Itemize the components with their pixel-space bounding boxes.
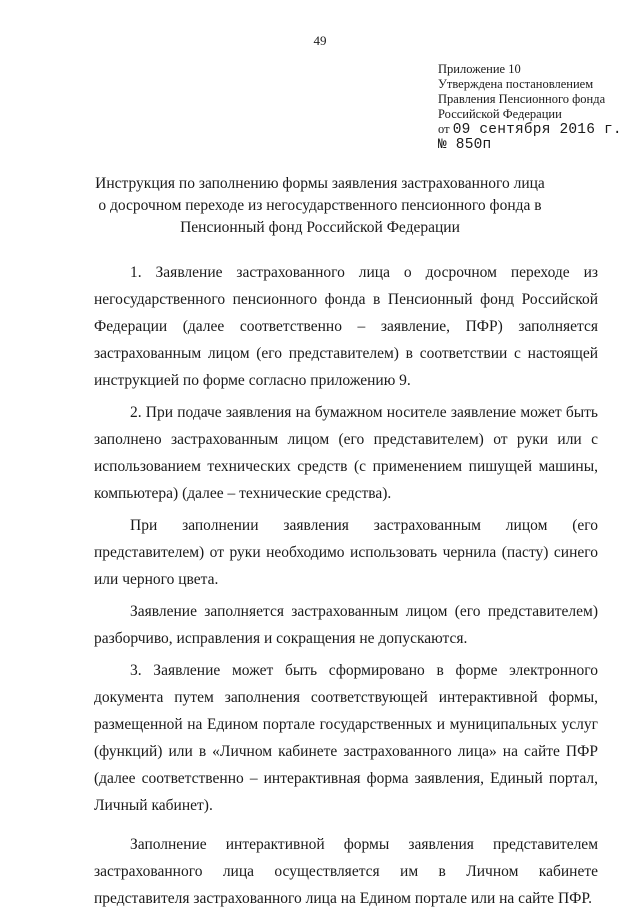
title-line: Пенсионный фонд Российской Федерации xyxy=(180,219,460,236)
appendix-number: № 850п xyxy=(438,137,492,153)
paragraph-2: 2. При подаче заявления на бумажном носителе заявление может быть заполнено застрахованным лицом (его представителем) от руки или с использованием технических средств (с применением пишущей машины, компьютера) (далее – технические средства). xyxy=(94,404,598,502)
paragraph-2-ink: При заполнении заявления застрахованным лицом (его представителем) от руки необходимо использовать чернила (пасту) синего или черного цвета. xyxy=(94,517,598,588)
instruction-body xyxy=(94,259,598,912)
title-line: Инструкция по заполнению формы заявления застрахованного лица xyxy=(95,175,545,192)
appendix-date: 09 сентября 2016 г. xyxy=(452,122,622,138)
page-number: 49 xyxy=(313,33,327,48)
appendix-date-prefix: от xyxy=(438,122,450,136)
appendix-line: Российской Федерации xyxy=(438,107,562,121)
appendix-line: Приложение 10 xyxy=(438,62,521,76)
document-title xyxy=(95,173,545,239)
paragraph-1: 1. Заявление застрахованного лица о досрочном переходе из негосударственного пенсионного фонда в Пенсионный фонд Российской Федерации (далее соответственно – заявление, ПФР) заполняется застрахованным лицом (его представителем) в соответствии с настоящей инструкцией по форме согласно приложению 9. xyxy=(94,264,598,389)
paragraph-2-legibility: Заявление заполняется застрахованным лицом (его представителем) разборчиво, исправления и сокращения не допускаются. xyxy=(94,603,598,647)
appendix-date-line xyxy=(438,122,622,138)
paragraph-3: 3. Заявление может быть сформировано в форме электронного документа путем заполнения соответствующей интерактивной формы, размещенной на Едином портале государственных и муниципальных услуг (функций) или в «Личном кабинете застрахованного лица» на сайте ПФР (далее соответственно – интерактивная форма заявления, Единый портал, Личный кабинет). xyxy=(94,662,598,814)
appendix-line: Утверждена постановлением xyxy=(438,77,594,91)
paragraph-3-representative: Заполнение интерактивной формы заявления представителем застрахованного лица осуществляется им в Личном кабинете представителя застрахованного лица на Едином портале или на сайте ПФР. xyxy=(94,836,598,907)
appendix-approval-block xyxy=(438,62,622,153)
appendix-line: Правления Пенсионного фонда xyxy=(438,92,606,106)
title-line: о досрочном переходе из негосударственного пенсионного фонда в xyxy=(98,197,542,214)
